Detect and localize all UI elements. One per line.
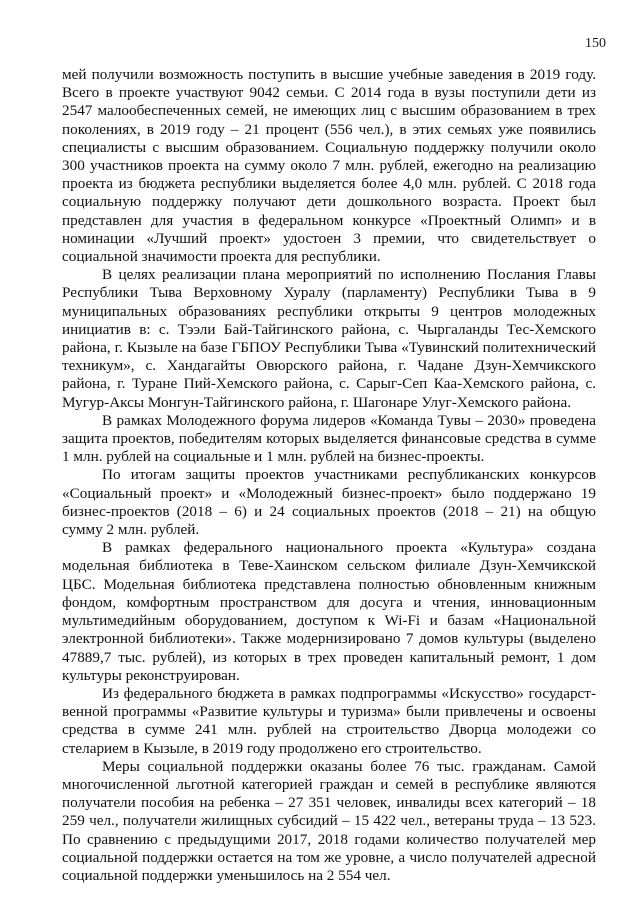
paragraph-continuation: мей получили возможность поступить в высшие учебные заведения в 2019 году. Всего в проекте участвуют 9042 семьи. С 2014 года в вузы поступили дети из 2547 малообеспеченных семей, не имеющих лиц с высшим образованием в трех поколениях, в 2019 году – 21 процент (556 чел.), в этих семьях уже появились специалисты с высшим образованием. Социальную поддержку получили около 300 участников проекта на сумму около 7 млн. рублей, ежегодно на реализацию проекта из бюджета республики выделяется более 4,0 млн. рублей. С 2018 года социальную поддержку получают дети дошкольного возраста. Проект был представлен для участия в федеральном конкурсе «Проектный Олимп» и в номинации «Лучший проект» удостоен 3 премии, что свидетельствует о социальной значимости проекта для республики. [62, 66, 596, 266]
paragraph-youth-palace: Из федерального бюджета в рамках подпрограммы «Искусство» государственной программы «Развитие культуры и туризма» были привлечены и освоены средства в сумме 241 млн. рублей на строительство Дворца молодежи со стеларием в Кызыле, в 2019 году продолжено его строительство. [62, 684, 596, 757]
page-number: 150 [585, 36, 606, 51]
document-body [62, 66, 596, 885]
paragraph-youth-forum: В рамках Молодежного форума лидеров «Команда Тувы – 2030» проведена защита проектов, победителям которых выделяется финансовые средства в сумме 1 млн. рублей на социальные и 1 млн. рублей на бизнес-проекты. [62, 411, 596, 466]
paragraph-model-library: В рамках федерального национального проекта «Культура» создана модельная библиотека в Теве-Хаинском сельском филиале Дзун-Хемчикской ЦБС. Модельная библиотека представлена полностью обновленным книжным фондом, комфортным пространством для досуга и чтения, инновационным мультимедийным оборудованием, доступом к Wi-Fi и базам «Национальной электронной библиотеки». Также модернизировано 7 домов культуры (выделено 47889,7 тыс. рублей), из которых в трех проведен капитальный ремонт, 1 дом культуры реконструирован. [62, 539, 596, 684]
paragraph-social-support: Меры социальной поддержки оказаны более 76 тыс. гражданам. Самой многочисленной льготной категорией граждан и семей в республике являются получатели пособия на ребенка – 27 351 человек, инвалиды всех категорий – 18 259 чел., получатели жилищных субсидий – 15 422 чел., ветераны труда – 13 523. По сравнению с предыдущими 2017, 2018 годами количество получателей мер социальной поддержки остается на том же уровне, а число получателей адресной социальной поддержки уменьшилось на 2 554 чел. [62, 757, 596, 884]
paragraph-project-contests: По итогам защиты проектов участниками республиканских конкурсов «Социальный проект» и «Молодежный бизнес-проект» было поддержано 19 бизнес-проектов (2018 – 6) и 24 социальных проектов (2018 – 21) на общую сумму 2 млн. рублей. [62, 466, 596, 539]
paragraph-youth-centers: В целях реализации плана мероприятий по исполнению Послания Главы Республики Тыва Верховному Хуралу (парламенту) Республики Тыва в 9 муниципальных образованиях республики открыты 9 центров молодежных инициатив в: с. Тээли Бай-Тайгинского района, с. Чыргаланды Тес-Хемского района, г. Кызыле на базе ГБПОУ Республики Тыва «Тувинский политехнический техникум», с. Хандагайты Овюрского района, г. Чадане Дзун-Хемчикского района, г. Туране Пий-Хемского района, с. Сарыг-Сеп Каа-Хемского района, с. Мугур-Аксы Монгун-Тайгинского района, г. Шагонаре Улуг-Хемского района. [62, 266, 596, 411]
